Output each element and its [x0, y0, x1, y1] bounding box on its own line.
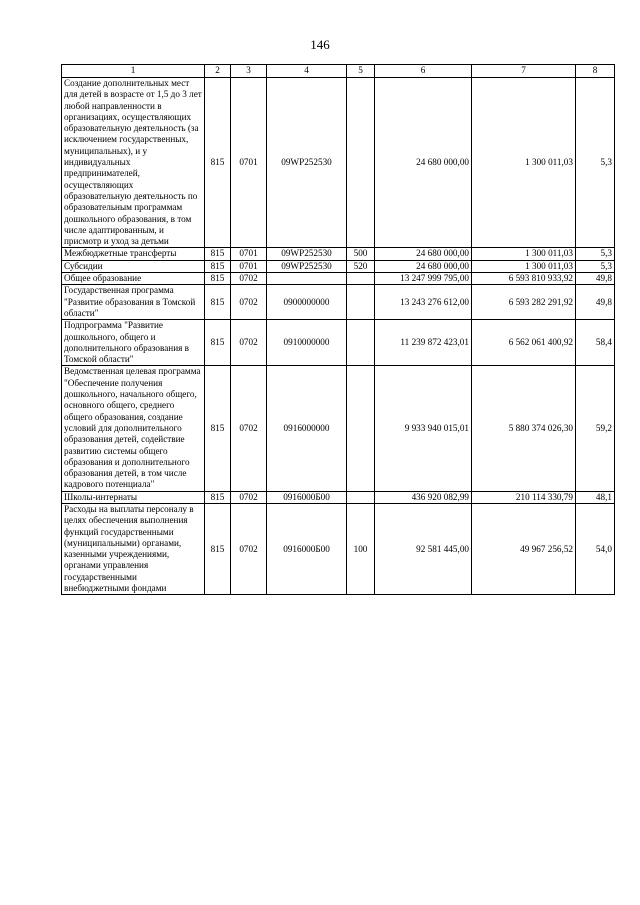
cell-ministry: 815: [205, 273, 231, 285]
table-row: [62, 78, 615, 248]
cell-target-article: 09WP252530: [267, 78, 347, 248]
row-name: Межбюджетные трансферты: [62, 248, 205, 260]
cell-section: 0701: [231, 78, 267, 248]
cell-ministry: 815: [205, 248, 231, 260]
cell-plan: 11 239 872 423,01: [375, 320, 472, 366]
cell-ministry: 815: [205, 78, 231, 248]
cell-section: 0701: [231, 260, 267, 272]
cell-percent: 5,3: [576, 248, 615, 260]
cell-ministry: 815: [205, 491, 231, 503]
cell-target-article: 0916000000: [267, 366, 347, 491]
cell-plan: 13 247 999 795,00: [375, 273, 472, 285]
table-row: [62, 248, 615, 260]
column-header: 8: [576, 65, 615, 78]
cell-plan: 436 920 082,99: [375, 491, 472, 503]
table-row: [62, 260, 615, 272]
column-header: 6: [375, 65, 472, 78]
cell-ministry: 815: [205, 503, 231, 594]
column-header: 7: [472, 65, 576, 78]
cell-expense-type: 500: [347, 248, 375, 260]
cell-expense-type: 520: [347, 260, 375, 272]
cell-section: 0702: [231, 320, 267, 366]
cell-percent: 54,0: [576, 503, 615, 594]
cell-ministry: 815: [205, 260, 231, 272]
cell-target-article: 0916000Б00: [267, 503, 347, 594]
cell-ministry: 815: [205, 320, 231, 366]
cell-plan: 24 680 000,00: [375, 260, 472, 272]
row-name: Школы-интернаты: [62, 491, 205, 503]
cell-actual: 1 300 011,03: [472, 260, 576, 272]
cell-target-article: 0916000Б00: [267, 491, 347, 503]
cell-plan: 9 933 940 015,01: [375, 366, 472, 491]
row-name: Создание дополнительных мест для детей в возрасте от 1,5 до 3 лет любой направленности в организациях, осуществляющих образовательную деятельность (за исключением государственных, муниципальных), и у индивидуальных предпринимателей, осуществляющих образовательную деятельность по образовательным программам дошкольного образования, в том числе адаптированным, и присмотр и уход за детьми: [62, 78, 205, 248]
row-name: Государственная программа "Развитие образования в Томской области": [62, 285, 205, 320]
cell-section: 0702: [231, 491, 267, 503]
cell-target-article: 0910000000: [267, 320, 347, 366]
cell-section: 0702: [231, 285, 267, 320]
cell-target-article: 09WP252530: [267, 260, 347, 272]
cell-plan: 24 680 000,00: [375, 248, 472, 260]
cell-expense-type: [347, 320, 375, 366]
table-row: [62, 273, 615, 285]
row-name: Расходы на выплаты персоналу в целях обеспечения выполнения функций государственными (муниципальными) органами, казенными учреждениями, органами управления государственными внебюджетными фондами: [62, 503, 205, 594]
cell-percent: 49,8: [576, 273, 615, 285]
table-row: [62, 285, 615, 320]
row-name: Общее образование: [62, 273, 205, 285]
cell-expense-type: [347, 285, 375, 320]
cell-percent: 49,8: [576, 285, 615, 320]
table-row: [62, 503, 615, 594]
cell-plan: 13 243 276 612,00: [375, 285, 472, 320]
cell-actual: 210 114 330,79: [472, 491, 576, 503]
row-name: Субсидии: [62, 260, 205, 272]
cell-plan: 24 680 000,00: [375, 78, 472, 248]
cell-actual: 49 967 256,52: [472, 503, 576, 594]
budget-table: [61, 64, 615, 595]
column-header: 5: [347, 65, 375, 78]
cell-percent: 59,2: [576, 366, 615, 491]
cell-actual: 5 880 374 026,30: [472, 366, 576, 491]
cell-target-article: 0900000000: [267, 285, 347, 320]
cell-expense-type: [347, 78, 375, 248]
cell-target-article: 09WP252530: [267, 248, 347, 260]
column-header: 4: [267, 65, 347, 78]
row-name: Подпрограмма "Развитие дошкольного, общего и дополнительного образования в Томской области": [62, 320, 205, 366]
cell-expense-type: [347, 491, 375, 503]
column-header: 3: [231, 65, 267, 78]
table-row: [62, 320, 615, 366]
cell-target-article: [267, 273, 347, 285]
row-name: Ведомственная целевая программа "Обеспечение получения дошкольного, начального общего, основного общего, среднего общего образования, создание условий для дополнительного образования детей, содействие развитию системы общего образования и дополнительного образования детей, в том числе кадрового потенциала": [62, 366, 205, 491]
cell-percent: 5,3: [576, 78, 615, 248]
table-row: [62, 366, 615, 491]
cell-section: 0702: [231, 273, 267, 285]
page-number: 146: [310, 37, 330, 52]
column-header-row: [62, 65, 615, 78]
table-row: [62, 491, 615, 503]
cell-ministry: 815: [205, 285, 231, 320]
cell-section: 0702: [231, 366, 267, 491]
cell-actual: 1 300 011,03: [472, 248, 576, 260]
cell-actual: 6 593 810 933,92: [472, 273, 576, 285]
cell-expense-type: [347, 366, 375, 491]
cell-ministry: 815: [205, 366, 231, 491]
cell-actual: 6 562 061 400,92: [472, 320, 576, 366]
cell-section: 0702: [231, 503, 267, 594]
cell-plan: 92 581 445,00: [375, 503, 472, 594]
cell-section: 0701: [231, 248, 267, 260]
cell-percent: 58,4: [576, 320, 615, 366]
cell-expense-type: [347, 273, 375, 285]
column-header: 1: [62, 65, 205, 78]
cell-actual: 6 593 282 291,92: [472, 285, 576, 320]
cell-percent: 5,3: [576, 260, 615, 272]
column-header: 2: [205, 65, 231, 78]
cell-expense-type: 100: [347, 503, 375, 594]
cell-percent: 48,1: [576, 491, 615, 503]
cell-actual: 1 300 011,03: [472, 78, 576, 248]
